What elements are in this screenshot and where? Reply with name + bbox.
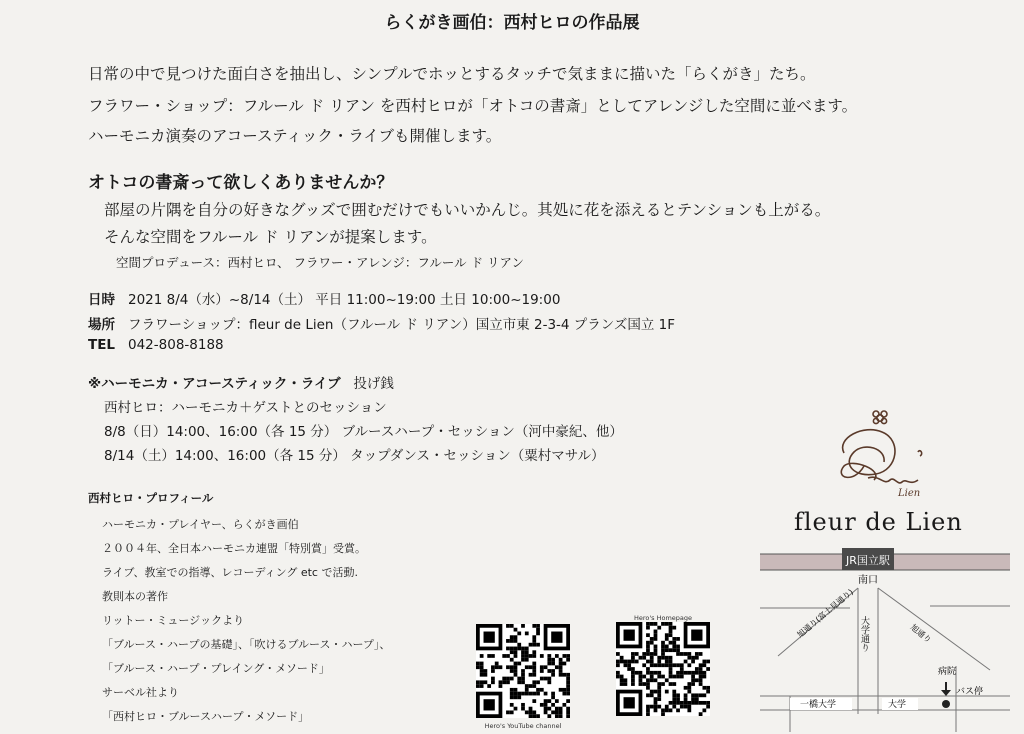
logo-name: fleur de Lien	[794, 508, 963, 536]
live-heading	[88, 372, 394, 392]
intro-line-1: 日常の中で見つけた面白さを抽出し、シンプルでホッとするタッチで気ままに描いた「らくがき」たち。	[88, 65, 816, 83]
date-value: 2021 8/4（水）~8/14（土） 平日 11:00~19:00 土日 10:00~19:00	[128, 292, 561, 308]
profile-line-2: ２００４年、全日本ハーモニカ連盟「特別賞」受賞。	[102, 542, 366, 555]
info-place	[88, 313, 675, 333]
access-map[interactable]	[760, 546, 1010, 732]
intro-line-3: ハーモニカ演奏のアコースティック・ライブも開催します。	[88, 127, 502, 145]
station-label: JR国立駅	[846, 554, 890, 567]
homepage-qr-caption: Hero's Homepage	[633, 614, 693, 622]
section-heading: オトコの書斎って欲しくありませんか？	[88, 173, 394, 193]
shop-location-marker	[942, 700, 950, 708]
street-right-label: 旭通り	[908, 622, 933, 645]
live-heading-note: 投げ銭	[353, 376, 394, 392]
university1-label: 一橋大学	[800, 700, 837, 710]
profile-line-6: 「ブルース・ハープの基礎」、「吹けるブルース・ハープ」、	[102, 638, 391, 651]
question-line-1: 部屋の片隅を自分の好きなグッズで囲むだけでもいいかんじ。其処に花を添えるとテンションも上がる。	[104, 201, 831, 219]
profile-line-1: ハーモニカ・プレイヤー、らくがき画伯	[102, 518, 299, 531]
profile-line-9: 「西村ヒロ・ブルースハープ・メソード」	[102, 710, 310, 723]
youtube-qr-caption: Hero's YouTube channel	[484, 722, 562, 730]
south-exit-label: 南口	[858, 575, 878, 586]
bus-stop-label: バス停	[956, 687, 984, 697]
profile-line-5: リットー・ミュージックより	[102, 614, 245, 627]
profile-heading: 西村ヒロ・プロフィール	[88, 491, 214, 505]
live-line-2: 8/8（日）14:00、16:00（各 15 分） ブルースハープ・セッション（河中豪紀、他）	[104, 424, 623, 440]
info-date	[88, 288, 560, 308]
page-title: らくがき画伯：西村ヒロの作品展	[384, 13, 640, 33]
university2-label: 大学	[888, 700, 907, 710]
youtube-qr-block[interactable]	[476, 624, 570, 730]
place-value: フラワーショップ：fleur de Lien（フルール ド リアン）国立市東 2-3-4 プランズ国立 1F	[128, 317, 676, 333]
homepage-qr-code[interactable]	[616, 622, 710, 716]
map-arrow-icon	[941, 682, 951, 696]
profile-line-8: サーベル社より	[102, 686, 179, 699]
tel-value: 042-808-8188	[128, 337, 224, 353]
info-tel	[88, 337, 224, 353]
question-line-2: そんな空間をフルール ド リアンが提案します。	[104, 228, 437, 246]
profile-line-3: ライブ、教室での指導、レコーディング etc で活動.	[102, 566, 358, 579]
tel-label: TEL	[88, 337, 116, 353]
hospital-label: 病院	[938, 667, 957, 677]
place-label: 場所	[88, 317, 115, 333]
street-left-label: 旭通り(富士見通り)	[795, 587, 856, 640]
profile-line-4: 教則本の著作	[102, 590, 168, 603]
homepage-qr-block[interactable]	[616, 614, 710, 720]
credit-line: 空間プロデュース：西村ヒロ、 フラワー・アレンジ：フルール ド リアン	[116, 255, 525, 270]
profile-line-7: 「ブルース・ハープ・プレイング・メソード」	[102, 662, 330, 675]
live-line-3: 8/14（土）14:00、16:00（各 15 分） タップダンス・セッション（粟村マサル）	[104, 448, 605, 464]
street-center-label: 大学通り	[859, 616, 869, 652]
live-heading-text: ※ハーモニカ・アコースティック・ライブ	[88, 376, 341, 392]
live-line-1: 西村ヒロ：ハーモニカ＋ゲストとのセッション	[104, 400, 387, 416]
fleur-de-lien-logo-icon	[824, 408, 944, 508]
youtube-qr-code[interactable]	[476, 624, 570, 718]
logo-script-text: Lien	[898, 488, 921, 499]
intro-line-2: フラワー・ショップ：フルール ド リアン を西村ヒロが「オトコの書斎」としてアレンジした空間に並べます。	[88, 97, 858, 115]
date-label: 日時	[88, 292, 115, 308]
